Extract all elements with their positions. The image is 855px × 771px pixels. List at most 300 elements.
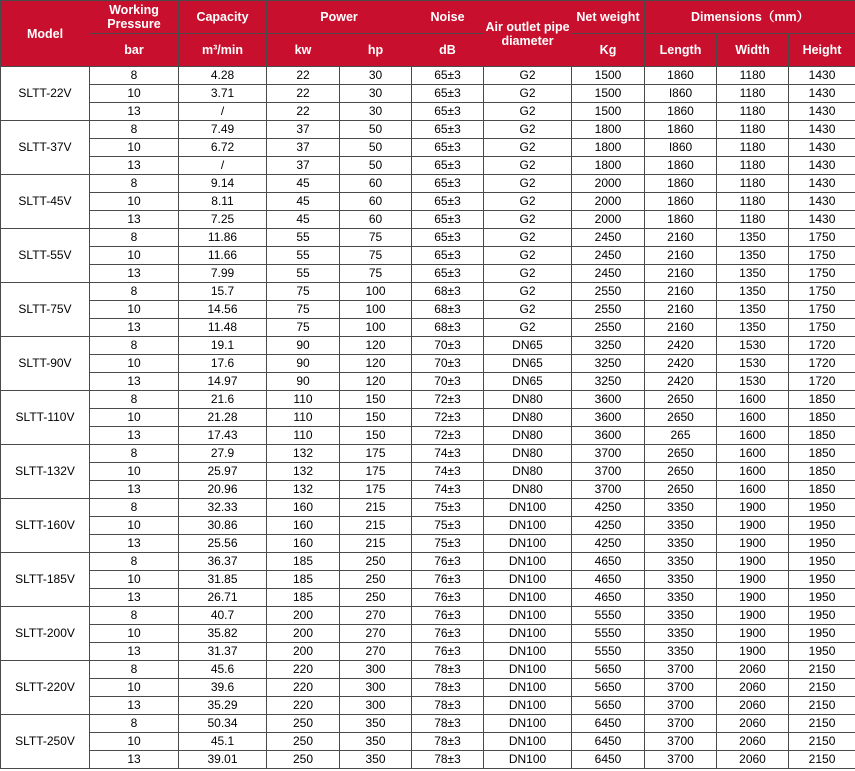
cell-height: 1430 [789,67,855,85]
cell-power-kw: 90 [267,373,340,391]
cell-length: 3700 [645,679,717,697]
cell-pressure: 13 [90,481,179,499]
cell-power-kw: 75 [267,319,340,337]
unit-noise: dB [412,34,484,67]
cell-outlet: G2 [484,229,572,247]
cell-width: 1900 [717,499,789,517]
cell-width: 1350 [717,247,789,265]
table-row [1,463,855,481]
cell-power-hp: 300 [340,661,412,679]
cell-width: 1180 [717,211,789,229]
unit-bar: bar [90,34,179,67]
cell-outlet: DN80 [484,427,572,445]
cell-noise: 78±3 [412,661,484,679]
cell-power-hp: 150 [340,391,412,409]
cell-power-kw: 45 [267,175,340,193]
cell-width: 1180 [717,103,789,121]
cell-power-hp: 50 [340,139,412,157]
table-row [1,391,855,409]
cell-power-kw: 45 [267,193,340,211]
cell-width: 1600 [717,445,789,463]
cell-height: 1950 [789,625,855,643]
cell-width: 1180 [717,157,789,175]
cell-power-kw: 250 [267,715,340,733]
cell-capacity: 25.97 [179,463,267,481]
cell-width: 1350 [717,283,789,301]
cell-power-kw: 37 [267,157,340,175]
cell-noise: 65±3 [412,67,484,85]
cell-power-kw: 55 [267,247,340,265]
table-header [1,1,855,67]
cell-height: 1950 [789,535,855,553]
cell-power-hp: 100 [340,283,412,301]
cell-pressure: 8 [90,553,179,571]
cell-capacity: 27.9 [179,445,267,463]
cell-power-hp: 60 [340,211,412,229]
cell-noise: 68±3 [412,301,484,319]
cell-power-kw: 160 [267,535,340,553]
cell-length: 3350 [645,607,717,625]
cell-width: 1350 [717,301,789,319]
cell-length: 1860 [645,175,717,193]
table-row [1,103,855,121]
cell-pressure: 10 [90,679,179,697]
cell-noise: 65±3 [412,247,484,265]
cell-height: 2150 [789,733,855,751]
cell-power-kw: 22 [267,67,340,85]
unit-hp: hp [340,34,412,67]
cell-weight: 3700 [572,481,645,499]
cell-outlet: DN100 [484,607,572,625]
cell-noise: 76±3 [412,553,484,571]
cell-outlet: G2 [484,157,572,175]
cell-height: 1430 [789,175,855,193]
cell-power-hp: 270 [340,607,412,625]
cell-weight: 6450 [572,751,645,769]
cell-weight: 4650 [572,553,645,571]
cell-noise: 76±3 [412,571,484,589]
cell-capacity: 11.86 [179,229,267,247]
cell-width: 2060 [717,733,789,751]
cell-capacity: 20.96 [179,481,267,499]
cell-outlet: G2 [484,319,572,337]
cell-width: 1530 [717,355,789,373]
cell-power-hp: 75 [340,265,412,283]
cell-power-kw: 55 [267,265,340,283]
cell-length: 1860 [645,67,717,85]
cell-height: 1750 [789,265,855,283]
cell-power-kw: 185 [267,553,340,571]
cell-length: 3350 [645,625,717,643]
cell-power-hp: 30 [340,103,412,121]
cell-outlet: G2 [484,211,572,229]
cell-outlet: G2 [484,103,572,121]
cell-height: 1720 [789,337,855,355]
cell-capacity: 31.37 [179,643,267,661]
cell-noise: 72±3 [412,409,484,427]
cell-length: 3700 [645,751,717,769]
cell-length: 3350 [645,517,717,535]
cell-noise: 78±3 [412,751,484,769]
cell-power-kw: 90 [267,355,340,373]
cell-pressure: 13 [90,319,179,337]
cell-capacity: 35.29 [179,697,267,715]
cell-noise: 76±3 [412,607,484,625]
cell-weight: 3250 [572,373,645,391]
model-cell: SLTT-185V [1,553,90,607]
cell-capacity: / [179,157,267,175]
cell-power-hp: 270 [340,625,412,643]
cell-power-hp: 250 [340,589,412,607]
cell-pressure: 8 [90,661,179,679]
cell-power-kw: 220 [267,661,340,679]
cell-outlet: DN80 [484,391,572,409]
cell-power-hp: 30 [340,67,412,85]
cell-length: 3350 [645,643,717,661]
cell-width: 1900 [717,517,789,535]
cell-power-kw: 132 [267,463,340,481]
cell-outlet: DN65 [484,355,572,373]
cell-outlet: G2 [484,265,572,283]
cell-weight: 1800 [572,157,645,175]
model-cell: SLTT-160V [1,499,90,553]
cell-length: 3700 [645,697,717,715]
unit-weight: Kg [572,34,645,67]
model-cell: SLTT-220V [1,661,90,715]
cell-length: 2420 [645,337,717,355]
cell-outlet: DN100 [484,661,572,679]
cell-height: 1430 [789,193,855,211]
table-row [1,139,855,157]
cell-weight: 3250 [572,355,645,373]
cell-power-hp: 75 [340,247,412,265]
model-cell: SLTT-75V [1,283,90,337]
cell-outlet: G2 [484,301,572,319]
cell-pressure: 8 [90,337,179,355]
header-power: Power [267,1,412,34]
table-row [1,481,855,499]
cell-height: 2150 [789,715,855,733]
cell-capacity: 9.14 [179,175,267,193]
model-cell: SLTT-132V [1,445,90,499]
cell-length: 1860 [645,193,717,211]
cell-height: 1850 [789,463,855,481]
cell-power-kw: 200 [267,643,340,661]
cell-length: 2650 [645,463,717,481]
cell-length: 2650 [645,409,717,427]
cell-weight: 3250 [572,337,645,355]
cell-noise: 68±3 [412,319,484,337]
cell-length: 2650 [645,391,717,409]
cell-weight: 2550 [572,319,645,337]
cell-outlet: DN100 [484,553,572,571]
cell-pressure: 13 [90,157,179,175]
cell-power-kw: 185 [267,571,340,589]
cell-power-kw: 220 [267,679,340,697]
cell-weight: 2450 [572,265,645,283]
cell-capacity: 3.71 [179,85,267,103]
cell-power-kw: 75 [267,283,340,301]
table-row [1,337,855,355]
cell-power-hp: 75 [340,229,412,247]
cell-width: 1180 [717,121,789,139]
cell-width: 1900 [717,535,789,553]
cell-noise: 76±3 [412,589,484,607]
cell-height: 1750 [789,229,855,247]
cell-length: 1860 [645,211,717,229]
cell-pressure: 13 [90,373,179,391]
cell-capacity: / [179,103,267,121]
cell-height: 2150 [789,679,855,697]
table-row [1,553,855,571]
model-cell: SLTT-110V [1,391,90,445]
cell-height: 1430 [789,139,855,157]
cell-pressure: 13 [90,211,179,229]
cell-pressure: 13 [90,697,179,715]
cell-power-kw: 160 [267,499,340,517]
cell-width: 1600 [717,427,789,445]
cell-width: 1180 [717,193,789,211]
cell-capacity: 11.66 [179,247,267,265]
table-row [1,229,855,247]
table-row [1,121,855,139]
cell-width: 1600 [717,481,789,499]
cell-outlet: DN80 [484,481,572,499]
cell-width: 1900 [717,607,789,625]
cell-width: 1900 [717,589,789,607]
cell-noise: 78±3 [412,679,484,697]
cell-height: 1950 [789,517,855,535]
cell-width: 1180 [717,175,789,193]
cell-capacity: 31.85 [179,571,267,589]
cell-power-hp: 120 [340,373,412,391]
cell-power-hp: 215 [340,535,412,553]
cell-weight: 5550 [572,607,645,625]
cell-noise: 70±3 [412,337,484,355]
cell-weight: 1800 [572,139,645,157]
table-row [1,211,855,229]
cell-length: 3700 [645,733,717,751]
cell-pressure: 8 [90,121,179,139]
header-dimensions: Dimensions（mm） [645,1,855,34]
cell-width: 2060 [717,661,789,679]
header-capacity: Capacity [179,1,267,34]
cell-length: 2420 [645,355,717,373]
cell-capacity: 39.01 [179,751,267,769]
cell-pressure: 10 [90,85,179,103]
cell-weight: 4650 [572,589,645,607]
cell-weight: 5650 [572,679,645,697]
cell-capacity: 25.56 [179,535,267,553]
cell-noise: 78±3 [412,715,484,733]
cell-weight: 2000 [572,211,645,229]
cell-height: 1850 [789,445,855,463]
cell-capacity: 17.6 [179,355,267,373]
cell-power-kw: 160 [267,517,340,535]
cell-length: 2160 [645,247,717,265]
cell-outlet: G2 [484,121,572,139]
unit-height: Height [789,34,855,67]
cell-power-hp: 300 [340,697,412,715]
cell-capacity: 14.56 [179,301,267,319]
table-row [1,751,855,769]
unit-length: Length [645,34,717,67]
cell-length: 2650 [645,445,717,463]
header-working-pressure: Working Pressure [90,1,179,34]
table-row [1,661,855,679]
cell-capacity: 21.28 [179,409,267,427]
table-row [1,607,855,625]
cell-power-kw: 75 [267,301,340,319]
cell-length: 3700 [645,715,717,733]
cell-capacity: 7.49 [179,121,267,139]
cell-noise: 72±3 [412,391,484,409]
table-row [1,193,855,211]
cell-capacity: 17.43 [179,427,267,445]
cell-height: 2150 [789,751,855,769]
cell-power-kw: 110 [267,391,340,409]
cell-noise: 75±3 [412,499,484,517]
model-cell: SLTT-37V [1,121,90,175]
table-row [1,499,855,517]
cell-power-hp: 175 [340,481,412,499]
cell-height: 1430 [789,103,855,121]
cell-capacity: 14.97 [179,373,267,391]
cell-capacity: 45.1 [179,733,267,751]
cell-power-kw: 45 [267,211,340,229]
cell-height: 1750 [789,301,855,319]
cell-capacity: 15.7 [179,283,267,301]
table-row [1,319,855,337]
cell-power-kw: 110 [267,427,340,445]
cell-width: 2060 [717,697,789,715]
cell-power-hp: 300 [340,679,412,697]
cell-height: 1850 [789,409,855,427]
cell-power-kw: 37 [267,139,340,157]
table-row [1,535,855,553]
model-cell: SLTT-22V [1,67,90,121]
table-row [1,643,855,661]
cell-power-kw: 55 [267,229,340,247]
cell-width: 1180 [717,85,789,103]
cell-power-kw: 37 [267,121,340,139]
cell-power-hp: 150 [340,409,412,427]
cell-power-kw: 200 [267,607,340,625]
cell-height: 1950 [789,589,855,607]
cell-pressure: 13 [90,427,179,445]
cell-height: 1750 [789,319,855,337]
header-model: Model [1,1,90,67]
cell-outlet: DN100 [484,679,572,697]
cell-noise: 65±3 [412,229,484,247]
cell-noise: 70±3 [412,373,484,391]
model-cell: SLTT-90V [1,337,90,391]
cell-outlet: DN100 [484,751,572,769]
cell-noise: 74±3 [412,463,484,481]
table-row [1,589,855,607]
cell-weight: 6450 [572,715,645,733]
cell-noise: 65±3 [412,139,484,157]
cell-weight: 3600 [572,427,645,445]
table-row [1,445,855,463]
cell-outlet: DN100 [484,571,572,589]
cell-weight: 2450 [572,247,645,265]
cell-outlet: DN80 [484,445,572,463]
cell-power-kw: 250 [267,733,340,751]
cell-weight: 4650 [572,571,645,589]
table-body [1,67,855,769]
cell-outlet: DN100 [484,517,572,535]
cell-capacity: 7.99 [179,265,267,283]
cell-height: 1850 [789,391,855,409]
cell-pressure: 13 [90,265,179,283]
cell-power-hp: 30 [340,85,412,103]
cell-power-kw: 132 [267,481,340,499]
cell-weight: 4250 [572,535,645,553]
cell-pressure: 10 [90,409,179,427]
cell-outlet: G2 [484,193,572,211]
cell-height: 1430 [789,121,855,139]
cell-outlet: DN100 [484,715,572,733]
model-cell: SLTT-250V [1,715,90,769]
cell-pressure: 10 [90,139,179,157]
cell-weight: 2000 [572,175,645,193]
cell-outlet: DN100 [484,499,572,517]
cell-pressure: 8 [90,67,179,85]
cell-noise: 76±3 [412,625,484,643]
cell-outlet: DN80 [484,463,572,481]
cell-height: 1950 [789,499,855,517]
cell-weight: 3700 [572,463,645,481]
cell-noise: 65±3 [412,103,484,121]
cell-width: 1600 [717,391,789,409]
cell-weight: 1500 [572,85,645,103]
cell-height: 1750 [789,283,855,301]
cell-width: 1600 [717,463,789,481]
cell-length: 3700 [645,661,717,679]
cell-power-kw: 185 [267,589,340,607]
header-air-outlet: Air outlet pipe diameter [484,1,572,67]
cell-power-hp: 350 [340,715,412,733]
cell-capacity: 7.25 [179,211,267,229]
table-row [1,283,855,301]
cell-noise: 65±3 [412,121,484,139]
cell-height: 1720 [789,355,855,373]
cell-pressure: 8 [90,499,179,517]
cell-power-hp: 215 [340,517,412,535]
cell-outlet: DN100 [484,733,572,751]
cell-weight: 5650 [572,697,645,715]
cell-weight: 4250 [572,499,645,517]
table-row [1,697,855,715]
cell-weight: 5550 [572,625,645,643]
cell-capacity: 19.1 [179,337,267,355]
cell-pressure: 8 [90,445,179,463]
cell-noise: 65±3 [412,175,484,193]
cell-power-hp: 120 [340,337,412,355]
cell-pressure: 13 [90,751,179,769]
cell-weight: 2000 [572,193,645,211]
cell-weight: 6450 [572,733,645,751]
cell-height: 1950 [789,607,855,625]
cell-height: 2150 [789,661,855,679]
cell-weight: 3600 [572,409,645,427]
cell-power-kw: 200 [267,625,340,643]
cell-noise: 78±3 [412,733,484,751]
cell-power-kw: 220 [267,697,340,715]
cell-power-hp: 100 [340,301,412,319]
table-row [1,625,855,643]
